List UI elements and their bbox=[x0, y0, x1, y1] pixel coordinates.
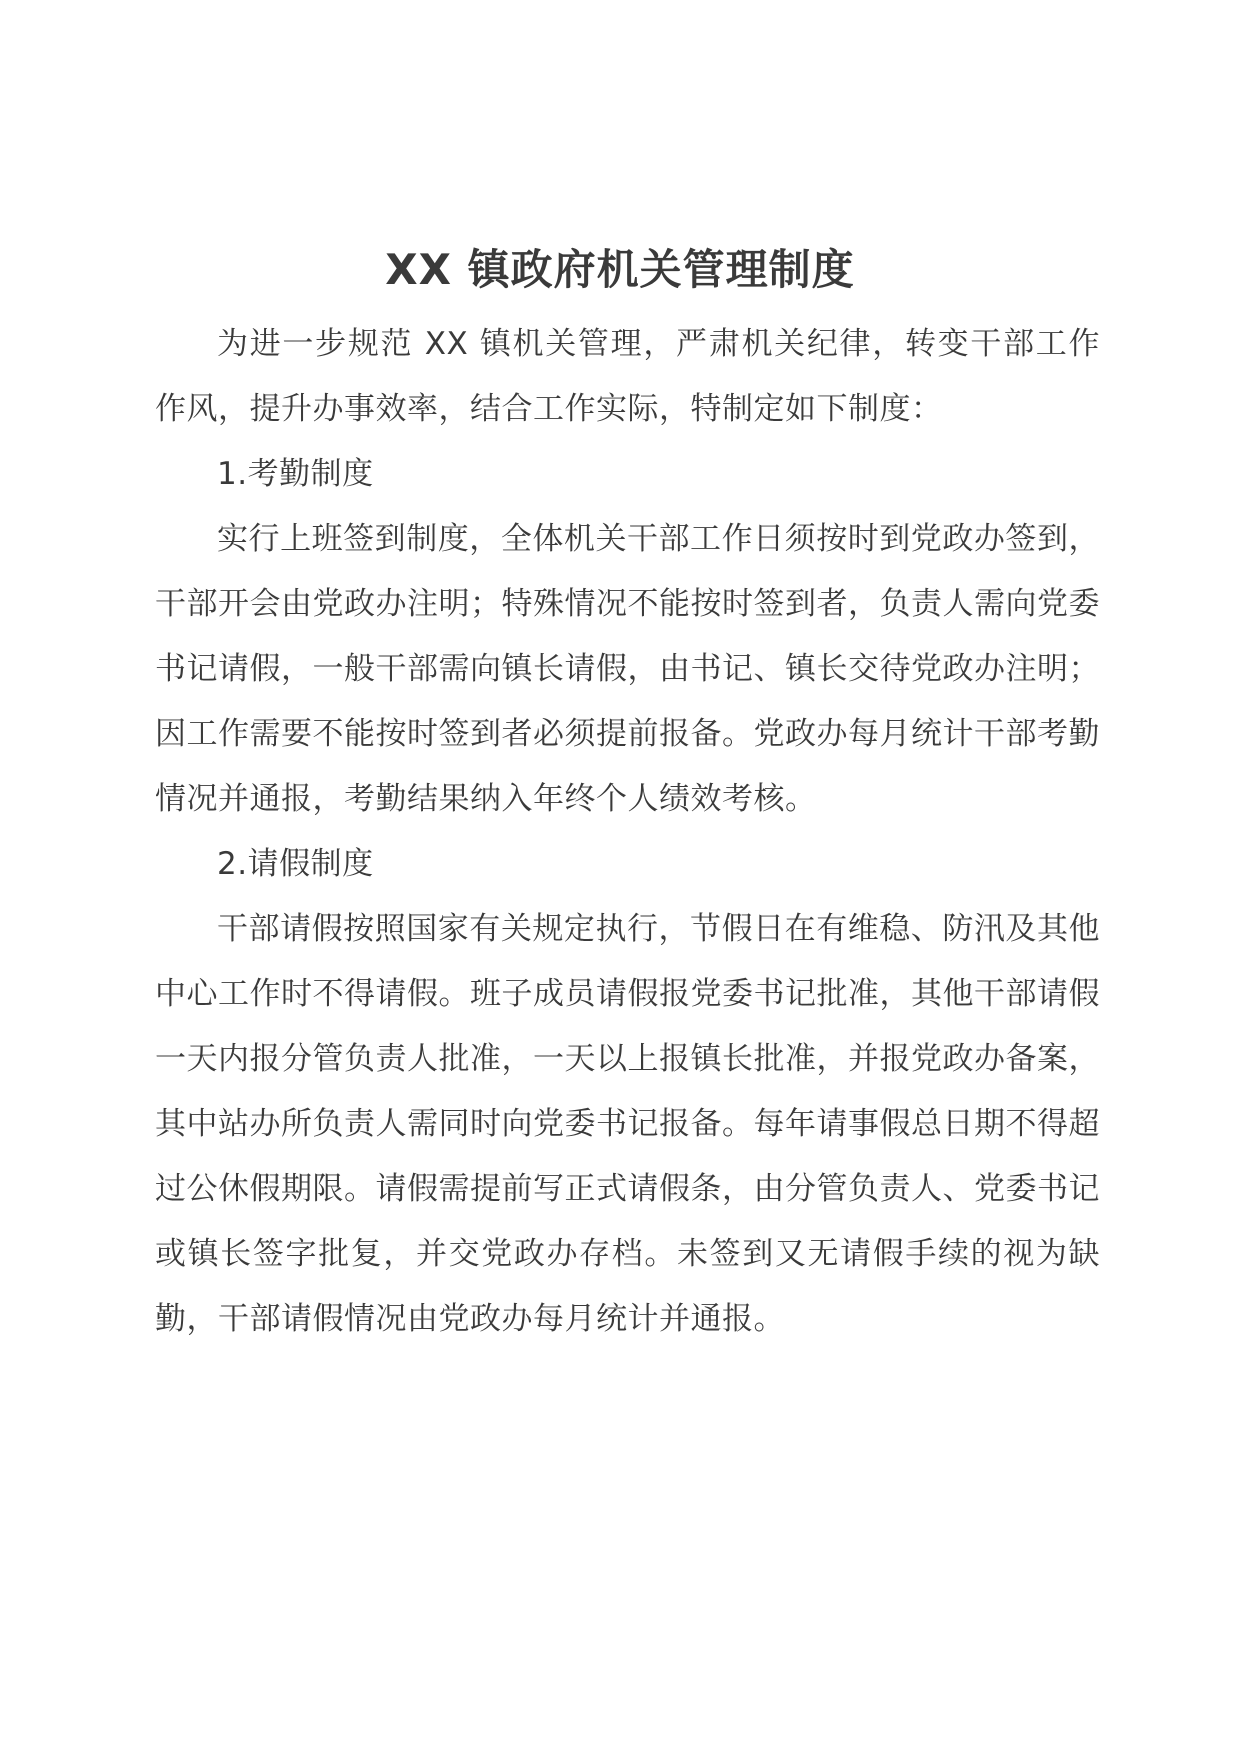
section-body-attendance: 实行上班签到制度，全体机关干部工作日须按时到党政办签到，干部开会由党政办注明；特殊情况不能按时签到者，负责人需向党委书记请假，一般干部需向镇长请假，由书记、镇长交待党政办注明；因工作需要不能按时签到者必须提前报备。党政办每月统计干部考勤情况并通报，考勤结果纳入年终个人绩效考核。 bbox=[155, 521, 1100, 817]
section-heading-attendance: 1.考勤制度 bbox=[217, 456, 374, 492]
section-body-leave: 干部请假按照国家有关规定执行，节假日在有维稳、防汛及其他中心工作时不得请假。班子成员请假报党委书记批准，其他干部请假一天内报分管负责人批准，一天以上报镇长批准，并报党政办备案，其中站办所负责人需同时向党委书记报备。每年请事假总日期不得超过公休假期限。请假需提前写正式请假条，由分管负责人、党委书记或镇长签字批复，并交党政办存档。未签到又无请假手续的视为缺勤，干部请假情况由党政办每月统计并通报。 bbox=[155, 911, 1100, 1337]
section-heading-leave: 2.请假制度 bbox=[217, 846, 374, 882]
document-title: XX 镇政府机关管理制度 bbox=[385, 245, 855, 294]
intro-paragraph: 为进一步规范 XX 镇机关管理，严肃机关纪律，转变干部工作作风，提升办事效率，结合工作实际，特制定如下制度： bbox=[155, 326, 1100, 427]
